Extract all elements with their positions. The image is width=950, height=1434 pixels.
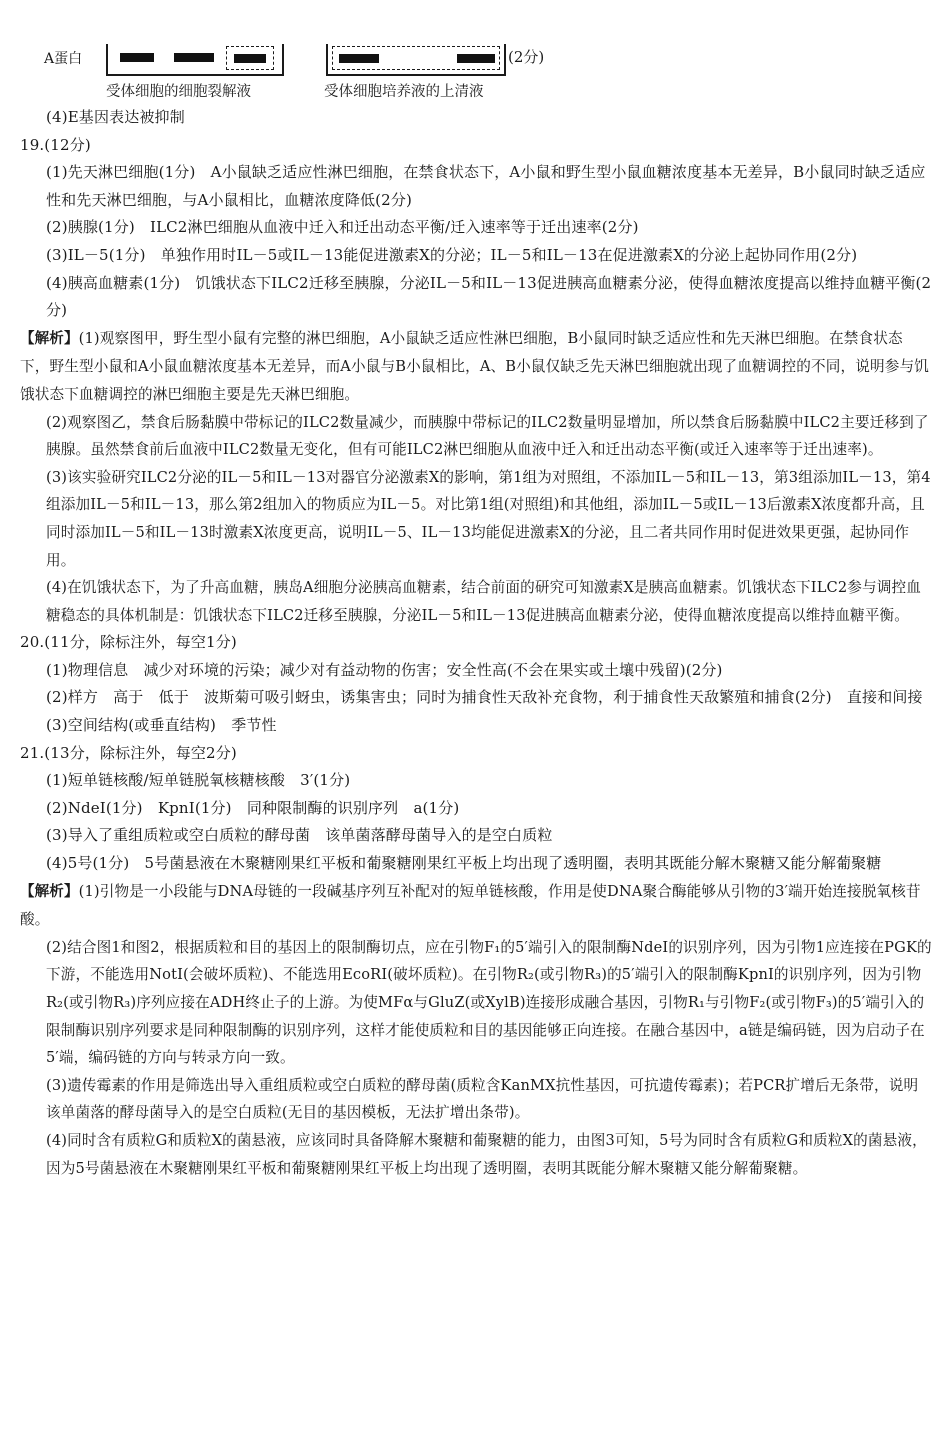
supernatant-lane-panel bbox=[326, 44, 506, 76]
line-text: (3)该实验研究ILC2分泌的IL－5和IL－13对器官分泌激素X的影响，第1组为对照组，不添加IL－5和IL－13，第3组添加IL－13，第4组添加IL－5和IL－13，那么第2组加入的物质应为IL－5。对比第1组(对照组)和其他组，添加IL－5或IL－13后激素X浓度都升高，且同时添加IL－5和IL－13时激素X浓度更高，说明IL－5、IL－13均能促进激素X的分泌，且二者共同作用时促进效果更强，起协同作用。 bbox=[46, 468, 931, 569]
line-text: (3)遗传霉素的作用是筛选出导入重组质粒或空白质粒的酵母菌(质粒含KanMX抗性基因，可抗遗传霉素)；若PCR扩增后无条带，说明该单菌落的酵母菌导入的是空白质粒(无目的基因模板，无法扩增出条带)。 bbox=[46, 1076, 919, 1122]
line-text: (4)胰高血糖素(1分) 饥饿状态下ILC2迁移至胰腺，分泌IL－5和IL－13促进胰高血糖素分泌，使得血糖浓度提高以维持血糖平衡(2分) bbox=[46, 273, 932, 320]
answer-line bbox=[20, 159, 932, 214]
protein-band-figure bbox=[44, 40, 924, 102]
caption-lysate: 受体细胞的细胞裂解液 bbox=[106, 84, 251, 100]
question-heading bbox=[20, 132, 932, 160]
analysis-tag: 【解析】 bbox=[20, 883, 79, 900]
dashed-box bbox=[226, 46, 274, 70]
line-text: (1)物理信息 减少对环境的污染；减少对有益动物的伤害；安全性高(不会在果实或土壤中残留)(2分) bbox=[46, 660, 723, 679]
line-text: (3)空间结构(或垂直结构) 季节性 bbox=[46, 716, 277, 735]
lysate-lane-panel bbox=[106, 44, 284, 76]
analysis-paragraph bbox=[20, 574, 932, 629]
line-text: (2)样方 高于 低于 波斯菊可吸引蚜虫，诱集害虫；同时为捕食性天敌补充食物，利于捕食性天敌繁殖和捕食(2分) 直接和间接 bbox=[46, 688, 923, 707]
analysis-paragraph bbox=[20, 1127, 932, 1182]
protein-label: A蛋白 bbox=[44, 51, 83, 67]
question-heading bbox=[20, 740, 932, 768]
answer-line bbox=[20, 822, 932, 850]
analysis-paragraph bbox=[20, 464, 932, 574]
line-text: (2)NdeⅠ(1分) KpnⅠ(1分) 同种限制酶的识别序列 a(1分) bbox=[46, 798, 460, 817]
answer-line bbox=[20, 684, 932, 712]
answer-line bbox=[20, 712, 932, 740]
answer-line bbox=[20, 657, 932, 685]
line-text: (2)结合图1和图2，根据质粒和目的基因上的限制酶切点，应在引物F₁的5′端引入的限制酶NdeⅠ的识别序列，因为引物1应连接在PGK的下游，不能选用NotⅠ(会破坏质粒)、不能选用EcoRⅠ(破坏质粒)。在引物R₂(或引物R₃)的5′端引入的限制酶KpnⅠ的识别序列，因为引物R₂(或引物R₃)序列应接在ADH终止子的上游。为使MFα与GluZ(或XylB)连接形成融合基因，引物R₁与引物F₂(或引物F₃)的5′端引入的限制酶识别序列要求是同种限制酶的识别序列，这样才能使质粒和目的基因能够正向连接。在融合基因中，a链是编码链，因为启动子在5′端，编码链的方向与转录方向一致。 bbox=[46, 938, 932, 1067]
band bbox=[234, 54, 266, 63]
analysis-paragraph bbox=[20, 934, 932, 1072]
analysis-paragraph bbox=[20, 1072, 932, 1127]
band bbox=[457, 54, 495, 63]
line-text: (4)E基因表达被抑制 bbox=[46, 108, 185, 126]
line-text: (1)观察图甲，野生型小鼠有完整的淋巴细胞，A小鼠缺乏适应性淋巴细胞，B小鼠同时缺乏适应性和先天淋巴细胞。在禁食状态下，野生型小鼠和A小鼠血糖浓度基本无差异，而A小鼠与B小鼠相比，A、B小鼠仅缺乏先天淋巴细胞就出现了血糖调控的不同，说明参与饥饿状态下血糖调控的淋巴细胞主要是先天淋巴细胞。 bbox=[20, 329, 929, 403]
analysis-paragraph bbox=[20, 878, 932, 934]
band bbox=[339, 54, 379, 63]
caption-supernatant: 受体细胞培养液的上清液 bbox=[324, 84, 484, 100]
answer-line bbox=[20, 795, 932, 823]
line-text: 19.(12分) bbox=[20, 135, 91, 154]
line-text: (2)观察图乙，禁食后肠黏膜中带标记的ILC2数量减少，而胰腺中带标记的ILC2数量明显增加，所以禁食后肠黏膜中ILC2主要迁移到了胰腺。虽然禁食前后血液中ILC2数量无变化，但有可能ILC2淋巴细胞从血液中迁入和迁出动态平衡(或迁入速率等于迁出速率)。 bbox=[46, 413, 929, 459]
dashed-box bbox=[332, 46, 500, 70]
line-text: 21.(13分，除标注外，每空2分) bbox=[20, 743, 237, 762]
band bbox=[174, 53, 214, 62]
answer-line bbox=[20, 214, 932, 242]
line-text: (4)5号(1分) 5号菌悬液在木聚糖刚果红平板和葡聚糖刚果红平板上均出现了透明圈，表明其既能分解木聚糖又能分解葡聚糖 bbox=[46, 854, 882, 873]
analysis-paragraph bbox=[20, 409, 932, 464]
line-text: (1)引物是一小段能与DNA母链的一段碱基序列互补配对的短单链核酸，作用是使DNA聚合酶能够从引物的3′端开始连接脱氧核苷酸。 bbox=[20, 882, 921, 929]
line-text: (4)在饥饿状态下，为了升高血糖，胰岛A细胞分泌胰高血糖素，结合前面的研究可知激素X是胰高血糖素。饥饿状态下ILC2参与调控血糖稳态的具体机制是：饥饿状态下ILC2迁移至胰腺，分泌IL－5和IL－13促进胰高血糖素分泌，使得血糖浓度提高以维持血糖平衡。 bbox=[46, 579, 922, 624]
answer-text bbox=[20, 104, 932, 1182]
question-heading bbox=[20, 629, 932, 657]
line-text: (1)短单链核酸/短单链脱氧核糖核酸 3′(1分) bbox=[46, 771, 351, 790]
answer-line bbox=[20, 104, 932, 132]
line-text: (3)IL－5(1分) 单独作用时IL－5或IL－13能促进激素X的分泌；IL－5和IL－13在促进激素X的分泌上起协同作用(2分) bbox=[46, 245, 858, 264]
answer-line bbox=[20, 242, 932, 270]
answer-line bbox=[20, 850, 932, 878]
line-text: (2)胰腺(1分) ILC2淋巴细胞从血液中迁入和迁出动态平衡/迁入速率等于迁出速率(2分) bbox=[46, 218, 639, 237]
answer-line bbox=[20, 270, 932, 325]
band bbox=[120, 53, 154, 62]
line-text: (4)同时含有质粒G和质粒X的菌悬液，应该同时具备降解木聚糖和葡聚糖的能力，由图3可知，5号为同时含有质粒G和质粒X的菌悬液，因为5号菌悬液在木聚糖刚果红平板和葡聚糖刚果红平板上均出现了透明圈，表明其既能分解木聚糖又能分解葡聚糖。 bbox=[46, 1131, 927, 1177]
analysis-tag: 【解析】 bbox=[20, 330, 79, 347]
analysis-paragraph bbox=[20, 325, 932, 409]
line-text: (1)先天淋巴细胞(1分) A小鼠缺乏适应性淋巴细胞，在禁食状态下，A小鼠和野生型小鼠血糖浓度基本无差异，B小鼠同时缺乏适应性和先天淋巴细胞，与A小鼠相比，血糖浓度降低(2分) bbox=[46, 163, 926, 209]
figure-score: (2分) bbox=[508, 48, 545, 66]
line-text: 20.(11分，除标注外，每空1分) bbox=[20, 633, 237, 652]
line-text: (3)导入了重组质粒或空白质粒的酵母菌 该单菌落酵母菌导入的是空白质粒 bbox=[46, 826, 553, 845]
answer-line bbox=[20, 767, 932, 795]
